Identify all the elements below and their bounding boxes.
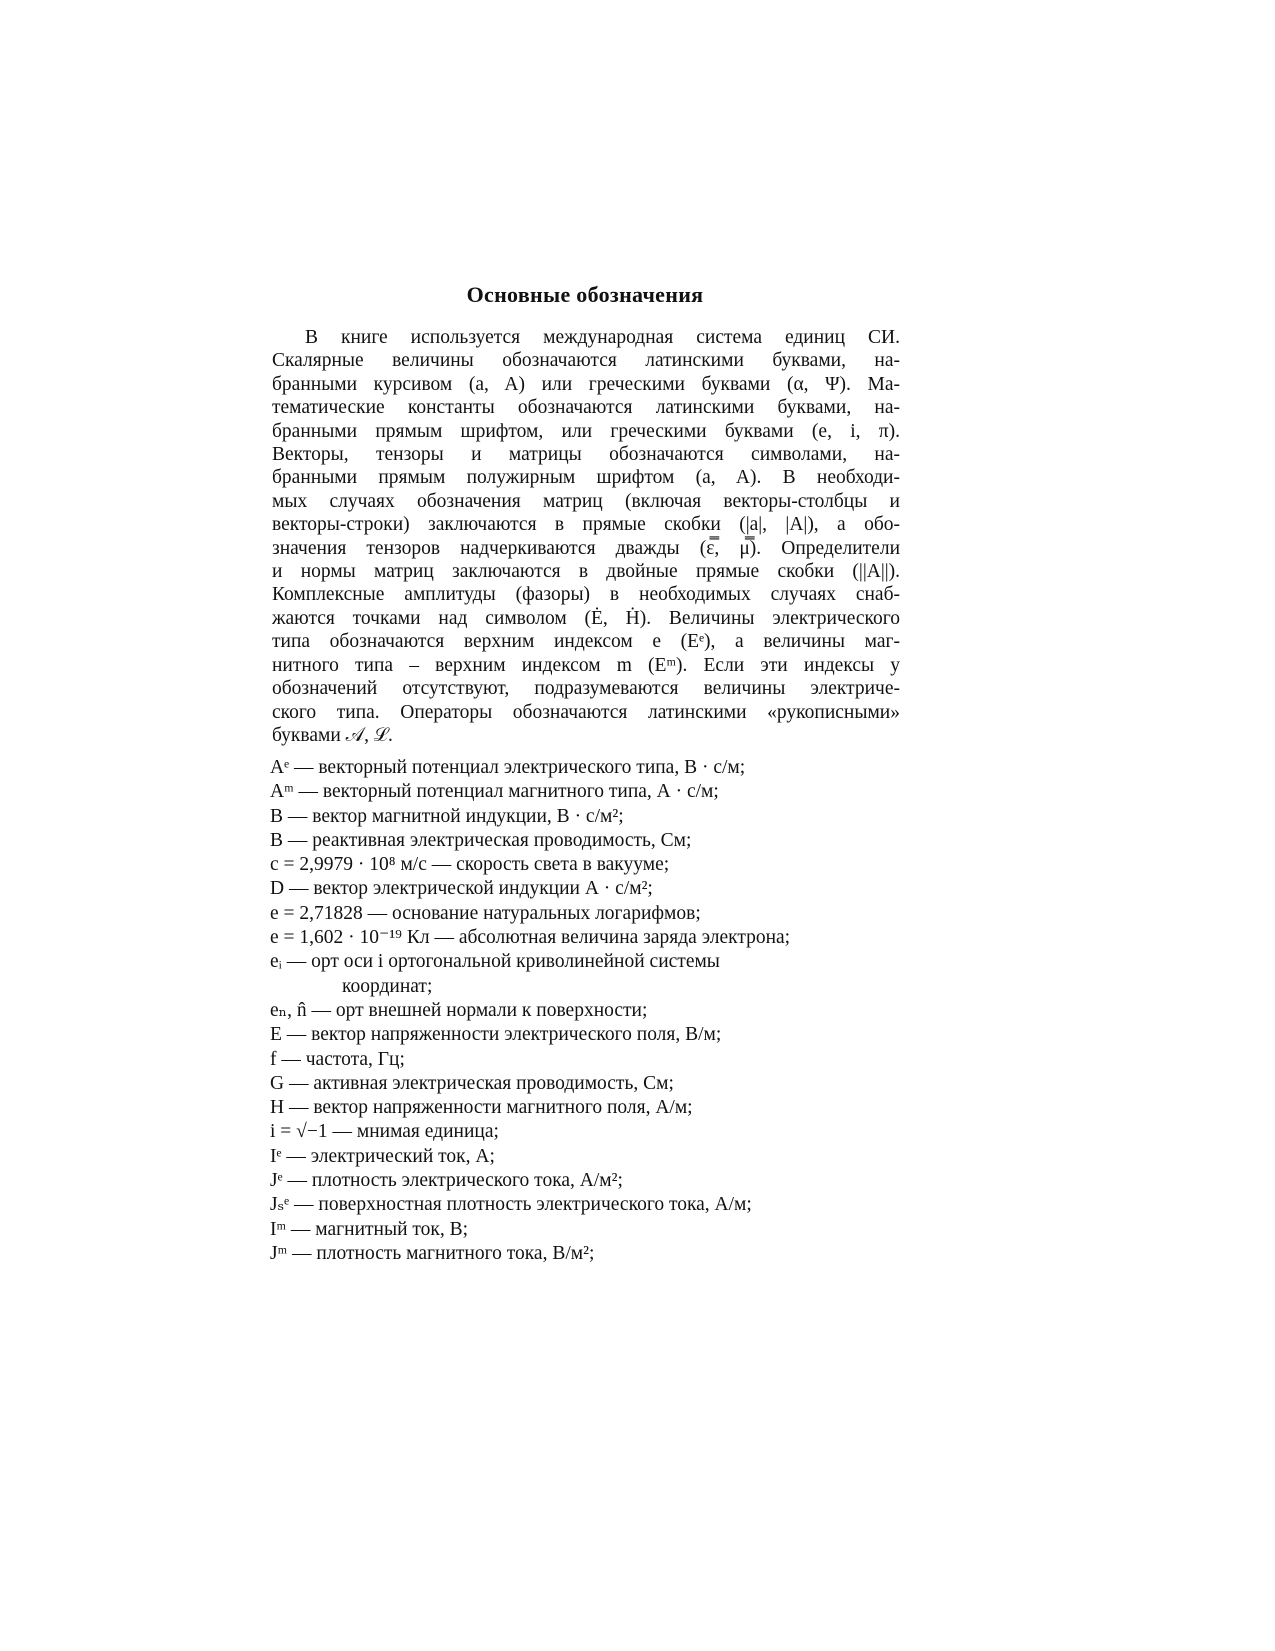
notation-entry: e = 2,71828 — основание натуральных логарифмов; xyxy=(270,902,701,924)
notation-entry: H — вектор напряженности магнитного поля, А/м; xyxy=(270,1097,693,1119)
notation-entry-continuation: координат; xyxy=(342,975,433,997)
intro-line: значения тензоров надчеркиваются дважды (ε̿, μ̿). Определители xyxy=(272,537,900,559)
notation-entry: i = √−1 — мнимая единица; xyxy=(270,1121,499,1143)
intro-paragraph xyxy=(272,326,900,747)
notation-entry: D — вектор электрической индукции А · с/м²; xyxy=(270,878,653,900)
intro-line: буквами 𝒜, ℒ. xyxy=(272,724,393,746)
notation-entry: Aᵐ — векторный потенциал магнитного типа, А · с/м; xyxy=(270,781,719,803)
notation-entry: E — вектор напряженности электрического поля, В/м; xyxy=(270,1024,722,1046)
notation-entry: Iᵐ — магнитный ток, В; xyxy=(270,1218,469,1240)
intro-line: типа обозначаются верхним индексом e (Eᵉ), а величины маг- xyxy=(272,631,900,653)
intro-line: бранными курсивом (a, A) или греческими буквами (α, Ψ). Ма- xyxy=(272,373,900,395)
notation-entry: eₙ, n̂ — орт внешней нормали к поверхности; xyxy=(270,999,648,1021)
notation-entry: Aᵉ — векторный потенциал электрического типа, В · с/м; xyxy=(270,757,746,778)
notation-entry: B — вектор магнитной индукции, В · с/м²; xyxy=(270,805,624,827)
intro-line: бранными прямым шрифтом, или греческими буквами (e, i, π). xyxy=(272,420,900,442)
intro-line: бранными прямым полужирным шрифтом (a, A). В необходи- xyxy=(272,467,900,489)
notation-entry: G — активная электрическая проводимость, См; xyxy=(270,1072,674,1094)
intro-line: Скалярные величины обозначаются латинскими буквами, на- xyxy=(272,350,900,372)
intro-line: Комплексные амплитуды (фазоры) в необходимых случаях снаб- xyxy=(272,584,900,606)
notation-entry: e = 1,602 · 10⁻¹⁹ Кл — абсолютная величина заряда электрона; xyxy=(270,927,791,949)
intro-line: векторы-строки) заключаются в прямые скобки (|a|, |A|), а обо- xyxy=(272,514,900,536)
notation-entry: Jᵐ — плотность магнитного тока, В/м²; xyxy=(270,1242,595,1264)
intro-line: тематические константы обозначаются латинскими буквами, на- xyxy=(272,397,900,419)
notation-list xyxy=(270,756,910,1266)
intro-line: обозначений отсутствуют, подразумеваются величины электриче- xyxy=(272,678,900,700)
intro-line: В книге используется международная система единиц СИ. xyxy=(305,327,900,348)
notation-entry: eᵢ — орт оси i ортогональной криволинейной системы xyxy=(270,951,720,973)
intro-line: мых случаях обозначения матриц (включая векторы-столбцы и xyxy=(272,490,900,512)
notation-entry: B — реактивная электрическая проводимость, См; xyxy=(270,829,692,851)
intro-line: ского типа. Операторы обозначаются латинскими «рукописными» xyxy=(272,701,900,723)
page-title: Основные обозначения xyxy=(466,282,704,307)
intro-line: Векторы, тензоры и матрицы обозначаются символами, на- xyxy=(272,444,900,466)
intro-line: жаются точками над символом (Ė, Ḣ). Величины электрического xyxy=(272,607,900,629)
notation-entry: Jᵉ — плотность электрического тока, А/м²; xyxy=(270,1170,623,1192)
notation-entry: f — частота, Гц; xyxy=(270,1048,405,1070)
notation-entry: Iᵉ — электрический ток, А; xyxy=(270,1145,495,1167)
intro-line: и нормы матриц заключаются в двойные прямые скобки (||A||). xyxy=(272,561,900,583)
notation-entry: c = 2,9979 · 10⁸ м/с — скорость света в вакууме; xyxy=(270,854,670,876)
notation-entry: Jₛᵉ — поверхностная плотность электрического тока, А/м; xyxy=(270,1194,752,1216)
intro-line: нитного типа – верхним индексом m (Eᵐ). Если эти индексы у xyxy=(272,654,900,676)
